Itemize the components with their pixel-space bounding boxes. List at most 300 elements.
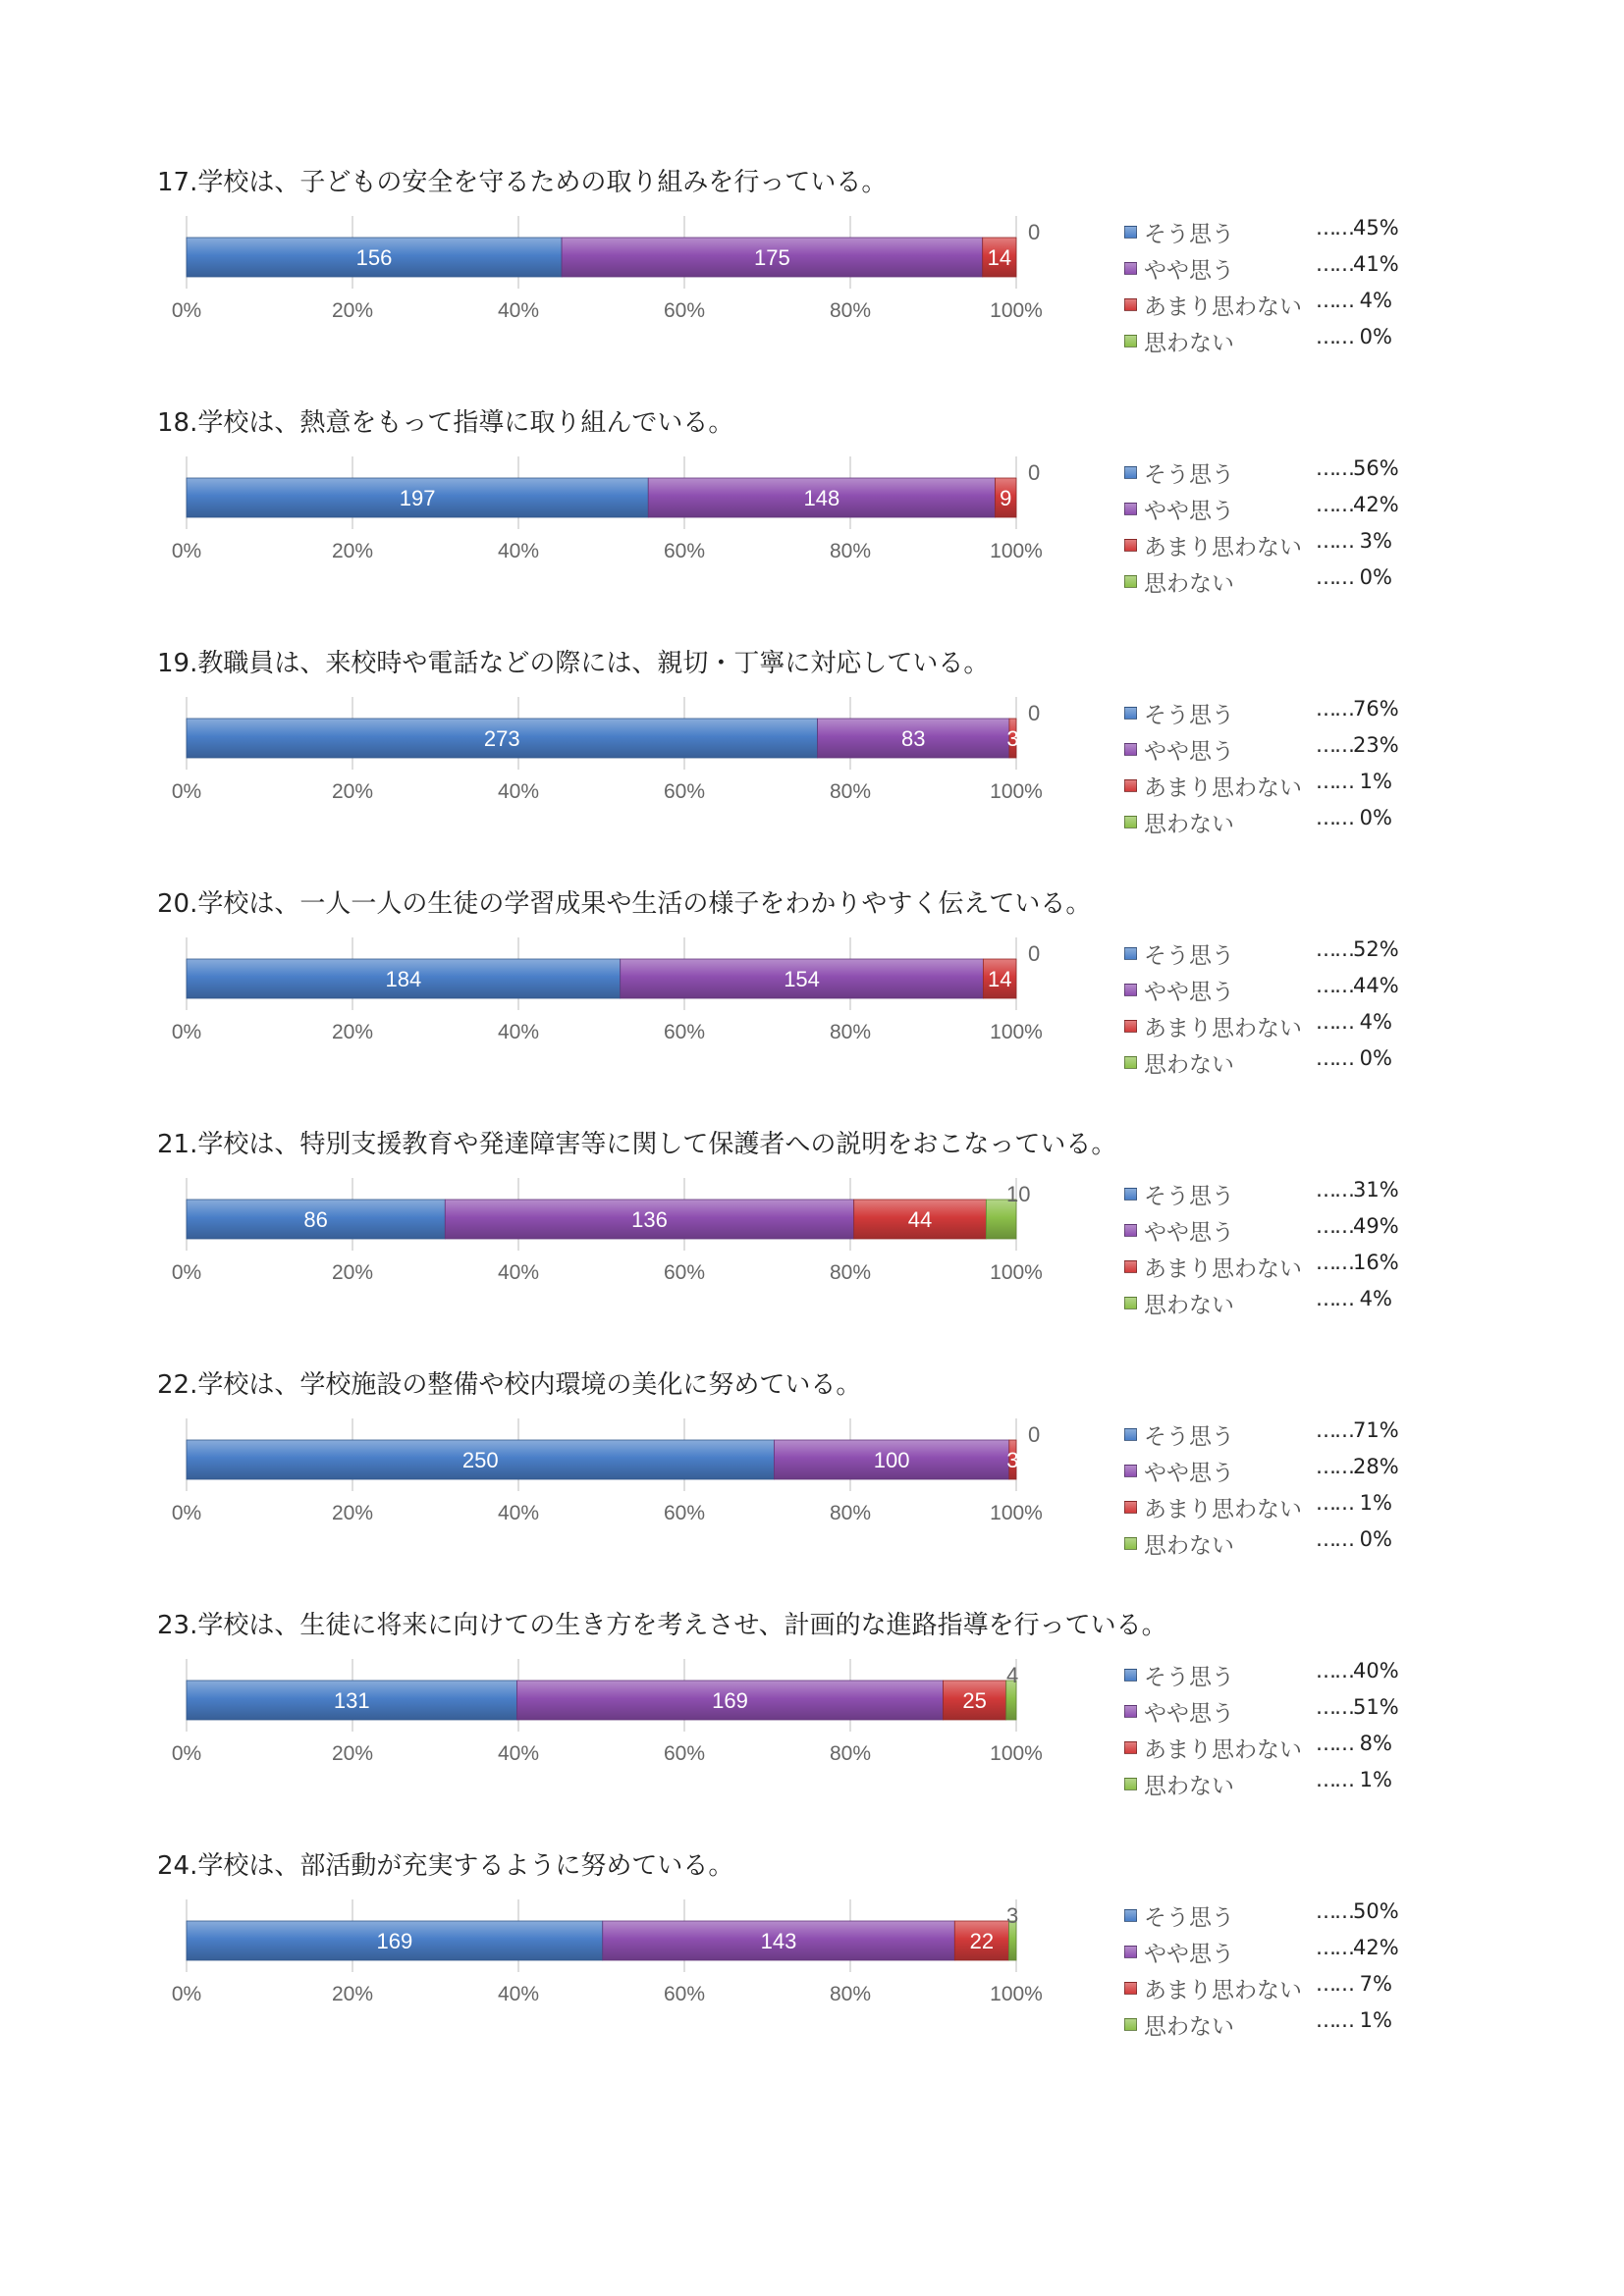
legend-swatch: [1124, 335, 1137, 347]
data-label: 44: [907, 1207, 933, 1232]
x-tick-label: 60%: [663, 1502, 706, 1524]
legend-dots: ……: [1316, 1010, 1353, 1034]
question-block: [157, 402, 1610, 643]
legend-item: [1124, 1768, 1537, 1797]
legend-percent: [1316, 565, 1392, 589]
legend-item: [1124, 1899, 1537, 1929]
legend-item: [1124, 529, 1537, 559]
legend-label: そう思う: [1144, 222, 1234, 247]
x-tick-label: 100%: [990, 540, 1043, 562]
legend-item: [1124, 1214, 1537, 1244]
question-block: [157, 1605, 1610, 1845]
legend-dots: ……: [1316, 733, 1353, 757]
data-label: 250: [461, 1448, 499, 1472]
data-label: 25: [962, 1688, 987, 1713]
stacked-bar-chart: [157, 456, 1070, 569]
x-tick-label: 80%: [829, 1261, 872, 1284]
legend-dots: ……: [1316, 1046, 1353, 1070]
legend-label: やや思う: [1144, 258, 1234, 284]
legend-item: [1124, 1287, 1537, 1316]
legend-item: [1124, 937, 1537, 967]
question-title: 21.学校は、特別支援教育や発達障害等に関して保護者への説明をおこなっている。: [157, 1130, 1117, 1159]
legend-percent: [1316, 733, 1399, 757]
legend-swatch: [1124, 947, 1137, 960]
x-tick-label: 20%: [331, 540, 374, 562]
legend-percent-value: 28%: [1353, 1455, 1399, 1478]
question-title: 20.学校は、一人一人の生徒の学習成果や生活の様子をわかりやすく伝えている。: [157, 889, 1092, 919]
legend-swatch: [1124, 539, 1137, 552]
x-tick-label: 80%: [829, 1742, 872, 1765]
x-tick-label: 0%: [171, 299, 202, 322]
data-label: 143: [760, 1929, 797, 1953]
x-tick-label: 60%: [663, 780, 706, 803]
legend-label: 思わない: [1144, 1774, 1234, 1799]
data-label: 100: [873, 1448, 910, 1472]
x-tick-label: 60%: [663, 299, 706, 322]
legend-label: 思わない: [1144, 1293, 1234, 1318]
legend-percent: [1316, 1418, 1399, 1442]
x-tick-label: 20%: [331, 1502, 374, 1524]
legend-percent-value: 4%: [1353, 289, 1392, 312]
legend-percent: [1316, 1010, 1392, 1034]
question-block: [157, 1845, 1610, 2086]
legend-item: [1124, 1455, 1537, 1484]
legend-item: [1124, 1527, 1537, 1557]
legend-label: そう思う: [1144, 1184, 1234, 1209]
legend-item: [1124, 974, 1537, 1003]
data-label: 3: [1006, 1903, 1019, 1928]
legend-dots: ……: [1316, 325, 1353, 348]
x-tick-label: 0%: [171, 1261, 202, 1284]
stacked-bar-chart: [157, 937, 1070, 1050]
legend-swatch: [1124, 1297, 1137, 1309]
legend-label: そう思う: [1144, 1905, 1234, 1931]
stacked-bar-chart: [157, 1418, 1070, 1531]
legend-swatch: [1124, 1056, 1137, 1069]
legend-item: [1124, 1251, 1537, 1280]
x-tick-label: 20%: [331, 1983, 374, 2005]
legend-dots: ……: [1316, 1732, 1353, 1755]
legend-percent-value: 7%: [1353, 1972, 1392, 1996]
legend-dots: ……: [1316, 493, 1353, 516]
legend-dots: ……: [1316, 289, 1353, 312]
x-tick-label: 0%: [171, 1021, 202, 1043]
data-label: 14: [987, 245, 1012, 270]
legend-percent-value: 49%: [1353, 1214, 1399, 1238]
legend: [1124, 456, 1537, 633]
legend-item: [1124, 1491, 1537, 1521]
legend-percent-value: 0%: [1353, 565, 1392, 589]
data-label: 0: [1028, 460, 1041, 485]
legend-dots: ……: [1316, 2008, 1353, 2032]
legend-dots: ……: [1316, 1251, 1353, 1274]
legend-label: あまり思わない: [1144, 1016, 1302, 1041]
legend-swatch: [1124, 1465, 1137, 1477]
legend-swatch: [1124, 984, 1137, 996]
legend-dots: ……: [1316, 1659, 1353, 1682]
legend-label: あまり思わない: [1144, 535, 1302, 561]
legend-swatch: [1124, 779, 1137, 792]
legend-item: [1124, 1695, 1537, 1725]
legend-swatch: [1124, 1428, 1137, 1441]
x-tick-label: 100%: [990, 299, 1043, 322]
legend-item: [1124, 325, 1537, 354]
x-tick-label: 40%: [497, 1983, 540, 2005]
legend-label: 思わない: [1144, 812, 1234, 837]
question-title: 22.学校は、学校施設の整備や校内環境の美化に努めている。: [157, 1370, 862, 1400]
legend-percent: [1316, 1768, 1392, 1791]
legend-item: [1124, 1046, 1537, 1076]
legend-label: そう思う: [1144, 1424, 1234, 1450]
legend-label: やや思う: [1144, 980, 1234, 1005]
legend: [1124, 1178, 1537, 1355]
legend-percent: [1316, 1659, 1399, 1682]
legend-item: [1124, 493, 1537, 522]
data-label: 14: [987, 967, 1012, 991]
legend-percent-value: 8%: [1353, 1732, 1392, 1755]
legend-percent-value: 1%: [1353, 770, 1392, 793]
legend-percent: [1316, 1899, 1399, 1923]
legend-label: やや思う: [1144, 739, 1234, 765]
legend-label: やや思う: [1144, 1220, 1234, 1246]
legend-percent: [1316, 1936, 1399, 1959]
legend-swatch: [1124, 298, 1137, 311]
legend-percent: [1316, 974, 1399, 997]
data-label: 0: [1028, 701, 1041, 725]
legend-percent: [1316, 1178, 1399, 1201]
x-tick-label: 40%: [497, 1502, 540, 1524]
legend-percent-value: 44%: [1353, 974, 1399, 997]
legend-percent: [1316, 1732, 1392, 1755]
x-tick-label: 80%: [829, 540, 872, 562]
x-tick-label: 20%: [331, 299, 374, 322]
x-tick-label: 40%: [497, 299, 540, 322]
legend-item: [1124, 770, 1537, 799]
legend-percent-value: 1%: [1353, 1491, 1392, 1515]
legend-dots: ……: [1316, 565, 1353, 589]
legend-item: [1124, 697, 1537, 726]
legend-swatch: [1124, 1224, 1137, 1237]
legend-swatch: [1124, 1741, 1137, 1754]
legend-label: 思わない: [1144, 1533, 1234, 1559]
data-label: 0: [1028, 941, 1041, 966]
legend-swatch: [1124, 575, 1137, 588]
legend-swatch: [1124, 2018, 1137, 2031]
legend-percent: [1316, 697, 1399, 721]
x-tick-label: 0%: [171, 1742, 202, 1765]
legend-percent-value: 1%: [1353, 1768, 1392, 1791]
legend-swatch: [1124, 1260, 1137, 1273]
legend-item: [1124, 1010, 1537, 1040]
question-block: [157, 1124, 1610, 1364]
legend-swatch: [1124, 1501, 1137, 1514]
legend-swatch: [1124, 503, 1137, 515]
legend-percent-value: 45%: [1353, 216, 1399, 240]
legend-item: [1124, 456, 1537, 486]
legend-swatch: [1124, 816, 1137, 828]
legend-swatch: [1124, 1537, 1137, 1550]
legend-swatch: [1124, 262, 1137, 275]
x-tick-label: 0%: [171, 540, 202, 562]
x-tick-label: 80%: [829, 780, 872, 803]
legend-label: 思わない: [1144, 571, 1234, 597]
question-block: [157, 883, 1610, 1124]
legend-dots: ……: [1316, 1178, 1353, 1201]
legend-item: [1124, 1418, 1537, 1448]
legend-swatch: [1124, 707, 1137, 720]
legend-percent-value: 56%: [1353, 456, 1399, 480]
legend-percent-value: 71%: [1353, 1418, 1399, 1442]
x-tick-label: 0%: [171, 780, 202, 803]
legend-percent: [1316, 806, 1392, 829]
legend-swatch: [1124, 1020, 1137, 1033]
stacked-bar-chart: [157, 1659, 1070, 1772]
legend-item: [1124, 565, 1537, 595]
legend-item: [1124, 733, 1537, 763]
x-tick-label: 40%: [497, 780, 540, 803]
x-tick-label: 40%: [497, 1261, 540, 1284]
x-tick-label: 20%: [331, 1742, 374, 1765]
legend-percent-value: 0%: [1353, 806, 1392, 829]
question-title: 23.学校は、生徒に将来に向けての生き方を考えさせ、計画的な進路指導を行っている。: [157, 1611, 1167, 1640]
question-title: 18.学校は、熱意をもって指導に取り組んでいる。: [157, 408, 734, 438]
legend-dots: ……: [1316, 1287, 1353, 1310]
legend-dots: ……: [1316, 1455, 1353, 1478]
legend-swatch: [1124, 1669, 1137, 1682]
x-tick-label: 0%: [171, 1983, 202, 2005]
legend-percent: [1316, 1695, 1399, 1719]
x-tick-label: 80%: [829, 1983, 872, 2005]
legend-item: [1124, 1936, 1537, 1965]
data-label: 3: [1006, 1448, 1019, 1472]
legend-swatch: [1124, 743, 1137, 756]
stacked-bar-chart: [157, 1178, 1070, 1291]
legend-percent: [1316, 456, 1399, 480]
legend-label: あまり思わない: [1144, 1737, 1302, 1763]
data-label: 169: [376, 1929, 413, 1953]
legend-dots: ……: [1316, 1768, 1353, 1791]
legend-percent-value: 1%: [1353, 2008, 1392, 2032]
legend-percent: [1316, 1287, 1392, 1310]
legend-percent: [1316, 252, 1399, 276]
legend-label: あまり思わない: [1144, 1256, 1302, 1282]
legend-label: やや思う: [1144, 499, 1234, 524]
legend-percent: [1316, 1972, 1392, 1996]
legend-dots: ……: [1316, 1972, 1353, 1996]
legend-percent: [1316, 1455, 1399, 1478]
data-label: 131: [333, 1688, 370, 1713]
legend-dots: ……: [1316, 1695, 1353, 1719]
legend-percent: [1316, 937, 1399, 961]
legend-percent-value: 0%: [1353, 1527, 1392, 1551]
legend-label: そう思う: [1144, 462, 1234, 488]
legend-percent-value: 31%: [1353, 1178, 1399, 1201]
legend-percent: [1316, 216, 1399, 240]
question-block: [157, 643, 1610, 883]
question-title: 24.学校は、部活動が充実するように努めている。: [157, 1851, 734, 1881]
legend-percent: [1316, 325, 1392, 348]
legend-dots: ……: [1316, 1899, 1353, 1923]
question-title: 17.学校は、子どもの安全を守るための取り組みを行っている。: [157, 168, 888, 197]
legend-swatch: [1124, 466, 1137, 479]
legend-label: そう思う: [1144, 1665, 1234, 1690]
x-tick-label: 20%: [331, 1021, 374, 1043]
legend-percent-value: 41%: [1353, 252, 1399, 276]
legend-dots: ……: [1316, 1418, 1353, 1442]
x-tick-label: 100%: [990, 1742, 1043, 1765]
legend-percent: [1316, 1251, 1399, 1274]
legend-percent: [1316, 1527, 1392, 1551]
question-block: [157, 162, 1610, 402]
x-tick-label: 60%: [663, 1742, 706, 1765]
data-label: 154: [784, 967, 820, 991]
legend: [1124, 697, 1537, 874]
legend-item: [1124, 1659, 1537, 1688]
legend-item: [1124, 1178, 1537, 1207]
legend-item: [1124, 1732, 1537, 1761]
legend-label: やや思う: [1144, 1942, 1234, 1967]
legend-swatch: [1124, 1982, 1137, 1995]
x-tick-label: 100%: [990, 1983, 1043, 2005]
legend-percent-value: 0%: [1353, 1046, 1392, 1070]
legend-swatch: [1124, 1705, 1137, 1718]
x-tick-label: 80%: [829, 299, 872, 322]
legend-percent: [1316, 493, 1399, 516]
x-tick-label: 0%: [171, 1502, 202, 1524]
legend-percent-value: 4%: [1353, 1010, 1392, 1034]
legend-swatch: [1124, 1188, 1137, 1201]
data-label: 4: [1006, 1663, 1019, 1687]
legend-dots: ……: [1316, 252, 1353, 276]
data-label: 136: [631, 1207, 668, 1232]
data-label: 83: [901, 726, 926, 751]
data-label: 273: [483, 726, 520, 751]
legend-swatch: [1124, 1778, 1137, 1790]
data-label: 3: [1006, 726, 1019, 751]
legend-percent-value: 23%: [1353, 733, 1399, 757]
legend-percent-value: 42%: [1353, 1936, 1399, 1959]
legend-dots: ……: [1316, 1936, 1353, 1959]
x-tick-label: 20%: [331, 780, 374, 803]
legend-item: [1124, 1972, 1537, 2002]
x-tick-label: 60%: [663, 540, 706, 562]
x-tick-label: 20%: [331, 1261, 374, 1284]
x-tick-label: 40%: [497, 1021, 540, 1043]
legend-label: あまり思わない: [1144, 1978, 1302, 2003]
legend-dots: ……: [1316, 770, 1353, 793]
legend: [1124, 1418, 1537, 1595]
legend-percent: [1316, 289, 1392, 312]
question-title: 19.教職員は、来校時や電話などの際には、親切・丁寧に対応している。: [157, 649, 990, 678]
legend-percent: [1316, 2008, 1392, 2032]
legend-label: 思わない: [1144, 2014, 1234, 2040]
legend-item: [1124, 806, 1537, 835]
legend-percent: [1316, 1214, 1399, 1238]
legend-percent-value: 4%: [1353, 1287, 1392, 1310]
x-tick-label: 100%: [990, 1021, 1043, 1043]
legend-percent: [1316, 529, 1392, 553]
legend-percent-value: 50%: [1353, 1899, 1399, 1923]
legend-label: そう思う: [1144, 703, 1234, 728]
legend-label: そう思う: [1144, 943, 1234, 969]
legend-percent-value: 76%: [1353, 697, 1399, 721]
legend-label: やや思う: [1144, 1461, 1234, 1486]
legend-dots: ……: [1316, 1527, 1353, 1551]
legend-percent-value: 51%: [1353, 1695, 1399, 1719]
legend-dots: ……: [1316, 1214, 1353, 1238]
data-label: 148: [803, 486, 840, 510]
data-label: 156: [355, 245, 393, 270]
legend: [1124, 1659, 1537, 1836]
legend-dots: ……: [1316, 697, 1353, 721]
legend-dots: ……: [1316, 529, 1353, 553]
legend-label: あまり思わない: [1144, 294, 1302, 320]
legend-label: やや思う: [1144, 1701, 1234, 1727]
data-label: 0: [1028, 1422, 1041, 1447]
legend-label: あまり思わない: [1144, 775, 1302, 801]
legend: [1124, 1899, 1537, 2076]
legend-percent-value: 42%: [1353, 493, 1399, 516]
x-tick-label: 80%: [829, 1021, 872, 1043]
stacked-bar-chart: [157, 697, 1070, 810]
legend-swatch: [1124, 226, 1137, 239]
data-label: 184: [385, 967, 422, 991]
legend-percent-value: 0%: [1353, 325, 1392, 348]
x-tick-label: 80%: [829, 1502, 872, 1524]
legend-swatch: [1124, 1946, 1137, 1958]
legend-percent: [1316, 1491, 1392, 1515]
legend-dots: ……: [1316, 974, 1353, 997]
legend-item: [1124, 289, 1537, 318]
legend: [1124, 937, 1537, 1114]
legend-percent-value: 3%: [1353, 529, 1392, 553]
legend-percent-value: 40%: [1353, 1659, 1399, 1682]
legend-dots: ……: [1316, 806, 1353, 829]
data-label: 0: [1028, 220, 1041, 244]
legend-label: 思わない: [1144, 1052, 1234, 1078]
x-tick-label: 60%: [663, 1983, 706, 2005]
legend-label: 思わない: [1144, 331, 1234, 356]
legend-swatch: [1124, 1909, 1137, 1922]
legend-item: [1124, 216, 1537, 245]
data-label: 86: [303, 1207, 328, 1232]
x-tick-label: 100%: [990, 1502, 1043, 1524]
data-label: 197: [399, 486, 436, 510]
legend-dots: ……: [1316, 456, 1353, 480]
x-tick-label: 40%: [497, 540, 540, 562]
legend-label: あまり思わない: [1144, 1497, 1302, 1522]
legend-percent: [1316, 770, 1392, 793]
stacked-bar-chart: [157, 1899, 1070, 2012]
data-label: 10: [1006, 1182, 1031, 1206]
legend-item: [1124, 2008, 1537, 2038]
x-tick-label: 60%: [663, 1261, 706, 1284]
data-label: 22: [969, 1929, 995, 1953]
legend-item: [1124, 252, 1537, 282]
data-label: 9: [1000, 486, 1012, 510]
data-label: 169: [712, 1688, 748, 1713]
x-tick-label: 100%: [990, 780, 1043, 803]
x-tick-label: 100%: [990, 1261, 1043, 1284]
legend-dots: ……: [1316, 216, 1353, 240]
data-label: 175: [754, 245, 790, 270]
legend-dots: ……: [1316, 1491, 1353, 1515]
legend-dots: ……: [1316, 937, 1353, 961]
legend: [1124, 216, 1537, 393]
stacked-bar-chart: [157, 216, 1070, 329]
x-tick-label: 60%: [663, 1021, 706, 1043]
x-tick-label: 40%: [497, 1742, 540, 1765]
